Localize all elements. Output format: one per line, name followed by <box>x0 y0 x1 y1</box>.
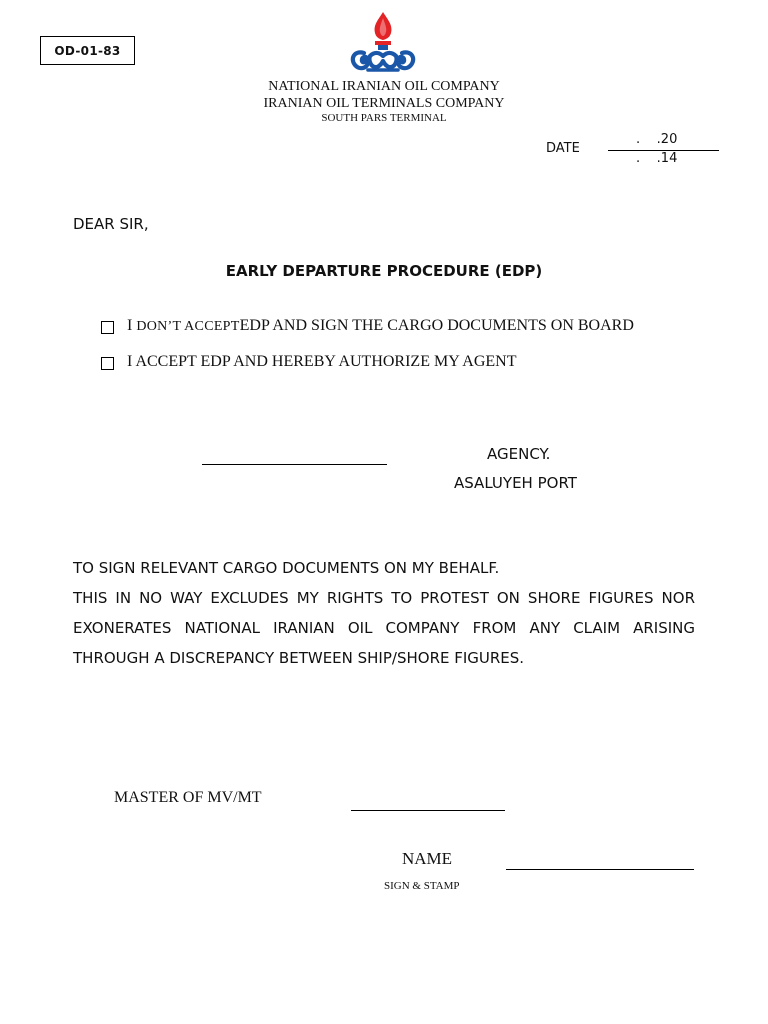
opt1-rest: EDP AND SIGN THE CARGO DOCUMENTS ON BOARD <box>239 317 634 334</box>
master-vessel-field[interactable] <box>351 810 505 811</box>
company-logo-icon <box>346 10 420 74</box>
sign-stamp-label: SIGN & STAMP <box>384 880 460 892</box>
master-label: MASTER OF MV/MT <box>114 789 262 806</box>
port-label: ASALUYEH PORT <box>454 474 577 492</box>
salutation: DEAR SIR, <box>73 215 149 233</box>
form-code-box: OD-01-83 <box>40 36 135 65</box>
name-field[interactable] <box>506 869 694 870</box>
date-label: DATE <box>546 141 580 156</box>
accept-option-label: I ACCEPT EDP AND HEREBY AUTHORIZE MY AGENT <box>127 353 517 370</box>
dont-accept-checkbox[interactable] <box>101 321 114 334</box>
opt1-emphasis: DON’T ACCEPT <box>136 319 240 334</box>
company-name: NATIONAL IRANIAN OIL COMPANY <box>268 79 500 94</box>
dont-accept-option-label <box>127 317 634 335</box>
document-title: EARLY DEPARTURE PROCEDURE (EDP) <box>225 262 543 280</box>
opt1-prefix: I <box>127 317 137 334</box>
terminal-name: SOUTH PARS TERMINAL <box>321 112 447 124</box>
agent-name-field[interactable] <box>202 464 387 465</box>
body-line-1: TO SIGN RELEVANT CARGO DOCUMENTS ON MY BEHALF. <box>73 559 500 577</box>
accept-checkbox[interactable] <box>101 357 114 370</box>
body-text <box>73 553 695 673</box>
name-label: NAME <box>402 849 453 868</box>
date-bottom-field[interactable]: . .14 <box>636 151 678 166</box>
agency-label: AGENCY. <box>487 445 551 463</box>
date-top-field[interactable]: . .20 <box>636 132 678 147</box>
terminals-company-name: IRANIAN OIL TERMINALS COMPANY <box>263 96 505 111</box>
body-paragraph: THIS IN NO WAY EXCLUDES MY RIGHTS TO PROTEST ON SHORE FIGURES NOR EXONERATES NATIONAL IRANIAN OIL COMPANY FROM ANY CLAIM ARISING THROUGH A DISCREPANCY BETWEEN SHIP/SHORE FIGURES. <box>73 589 695 667</box>
